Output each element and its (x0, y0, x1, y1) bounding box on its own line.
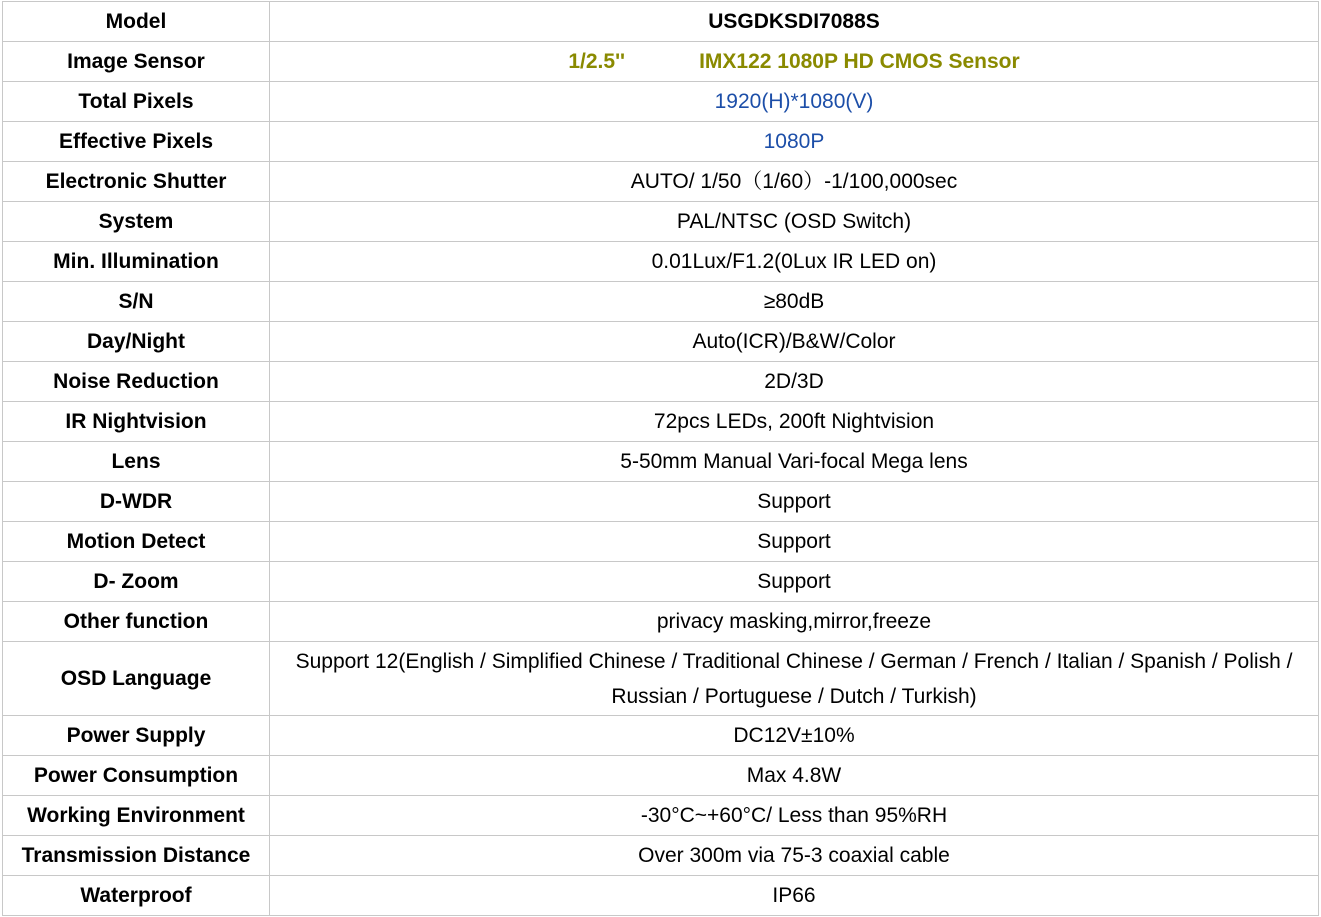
row-label: Waterproof (3, 876, 270, 916)
row-label: Model (3, 2, 270, 42)
row-label: IR Nightvision (3, 402, 270, 442)
row-value: IP66 (270, 876, 1319, 916)
row-value: PAL/NTSC (OSD Switch) (270, 202, 1319, 242)
row-value: 72pcs LEDs, 200ft Nightvision (270, 402, 1319, 442)
row-value: USGDKSDI7088S (270, 2, 1319, 42)
table-row (3, 876, 1319, 916)
row-value: Support 12(English / Simplified Chinese / Traditional Chinese / German / French / Italian / Spanish / Polish / Russian / Portuguese / Dutch / Turkish) (270, 642, 1319, 716)
row-label: D- Zoom (3, 562, 270, 602)
row-label: Transmission Distance (3, 836, 270, 876)
row-label: Lens (3, 442, 270, 482)
row-label: Day/Night (3, 322, 270, 362)
row-value: privacy masking,mirror,freeze (270, 602, 1319, 642)
table-row (3, 562, 1319, 602)
row-label: Total Pixels (3, 82, 270, 122)
table-row (3, 642, 1319, 716)
row-label: Power Supply (3, 716, 270, 756)
row-value: -30°C~+60°C/ Less than 95%RH (270, 796, 1319, 836)
table-row (3, 482, 1319, 522)
table-row (3, 82, 1319, 122)
sensor-model: IMX122 1080P HD CMOS Sensor (699, 49, 1020, 73)
row-value: 0.01Lux/F1.2(0Lux IR LED on) (270, 242, 1319, 282)
table-row (3, 2, 1319, 42)
row-value: Support (270, 562, 1319, 602)
table-row (3, 796, 1319, 836)
table-row (3, 756, 1319, 796)
table-row (3, 282, 1319, 322)
table-row (3, 242, 1319, 282)
spec-table (2, 1, 1319, 916)
table-row (3, 362, 1319, 402)
row-value: Support (270, 522, 1319, 562)
row-value: Support (270, 482, 1319, 522)
row-value: 5-50mm Manual Vari-focal Mega lens (270, 442, 1319, 482)
table-row (3, 442, 1319, 482)
row-label: Working Environment (3, 796, 270, 836)
row-value: 1920(H)*1080(V) (270, 82, 1319, 122)
row-value: ≥80dB (270, 282, 1319, 322)
row-value: AUTO/ 1/50（1/60）-1/100,000sec (270, 162, 1319, 202)
row-label: S/N (3, 282, 270, 322)
row-value (270, 42, 1319, 82)
table-row (3, 402, 1319, 442)
row-label: Noise Reduction (3, 362, 270, 402)
row-value: DC12V±10% (270, 716, 1319, 756)
row-value: Max 4.8W (270, 756, 1319, 796)
row-value: 2D/3D (270, 362, 1319, 402)
row-label: Other function (3, 602, 270, 642)
sensor-size: 1/2.5'' (568, 49, 626, 73)
row-label: Electronic Shutter (3, 162, 270, 202)
row-label: Image Sensor (3, 42, 270, 82)
table-row (3, 122, 1319, 162)
row-label: System (3, 202, 270, 242)
table-row (3, 522, 1319, 562)
row-label: Motion Detect (3, 522, 270, 562)
row-label: OSD Language (3, 642, 270, 716)
table-row (3, 836, 1319, 876)
row-label: Power Consumption (3, 756, 270, 796)
row-label: Min. Illumination (3, 242, 270, 282)
table-row (3, 42, 1319, 82)
table-row (3, 602, 1319, 642)
row-label: D-WDR (3, 482, 270, 522)
row-label: Effective Pixels (3, 122, 270, 162)
table-row (3, 322, 1319, 362)
table-row (3, 716, 1319, 756)
table-row (3, 202, 1319, 242)
row-value: Auto(ICR)/B&W/Color (270, 322, 1319, 362)
row-value: 1080P (270, 122, 1319, 162)
table-row (3, 162, 1319, 202)
row-value: Over 300m via 75-3 coaxial cable (270, 836, 1319, 876)
